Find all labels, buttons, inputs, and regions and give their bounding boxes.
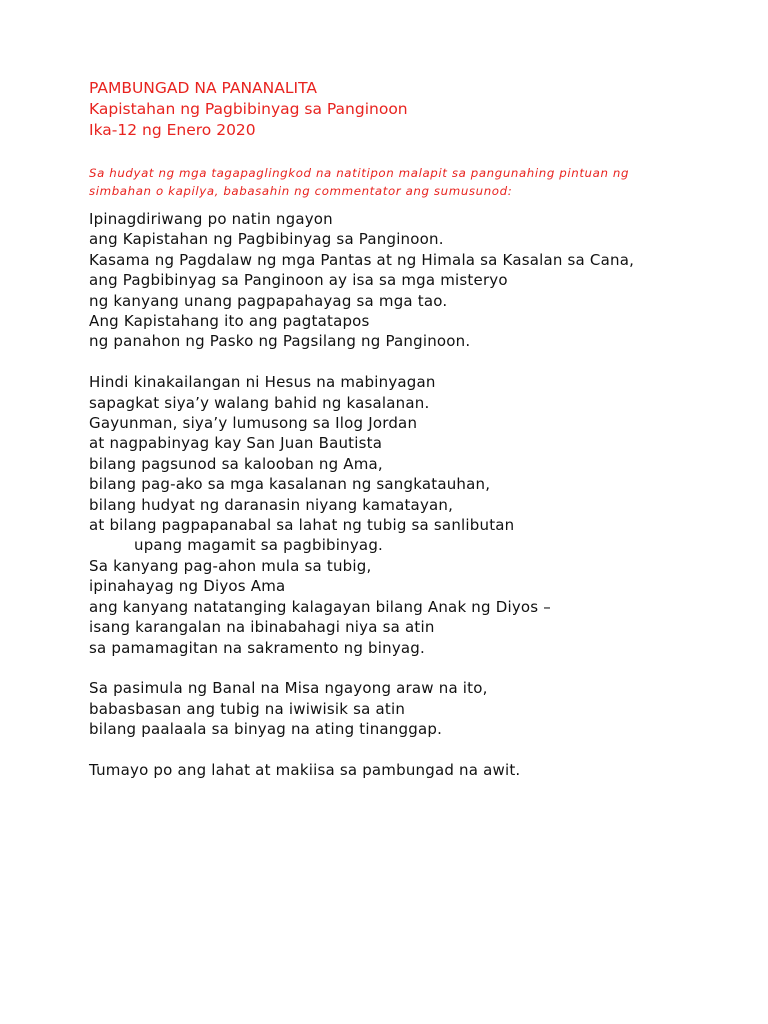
text-line: sapagkat siya’y walang bahid ng kasalanan. bbox=[89, 393, 430, 412]
text-line: Gayunman, siya’y lumusong sa Ilog Jordan bbox=[89, 414, 418, 433]
text-line: bilang pag-ako sa mga kasalanan ng sangkatauhan, bbox=[89, 475, 491, 494]
document-header bbox=[89, 78, 408, 141]
text-line: babasbasan ang tubig na iwiwisik sa atin bbox=[89, 699, 406, 718]
text-line: ang Kapistahan ng Pagbibinyag sa Panginoon. bbox=[89, 230, 444, 249]
stanza-4 bbox=[89, 760, 634, 780]
rubric-instruction: Sa hudyat ng mga tagapaglingkod na natitipon malapit sa pangunahing pintuan ng simbahan o kapilya, babasahin ng commentator ang sumusunod: bbox=[89, 166, 630, 198]
text-line: bilang hudyat ng daranasin niyang kamatayan, bbox=[89, 495, 454, 514]
text-line: Sa kanyang pag-ahon mula sa tubig, bbox=[89, 556, 372, 575]
text-line: at nagpabinyag kay San Juan Bautista bbox=[89, 434, 383, 453]
text-line: sa pamamagitan na sakramento ng binyag. bbox=[89, 638, 425, 657]
commentator-text bbox=[89, 209, 634, 801]
text-line: ng panahon ng Pasko ng Pagsilang ng Panginoon. bbox=[89, 332, 471, 351]
text-line: Ang Kapistahang ito ang pagtatapos bbox=[89, 312, 370, 331]
text-line: isang karangalan na ibinabahagi niya sa atin bbox=[89, 618, 435, 637]
stanza-2 bbox=[89, 372, 634, 658]
header-date: Ika-12 ng Enero 2020 bbox=[89, 121, 256, 139]
text-line-indented: upang magamit sa pagbibinyag. bbox=[134, 536, 384, 555]
text-line: ipinahayag ng Diyos Ama bbox=[89, 577, 286, 596]
text-line: Tumayo po ang lahat at makiisa sa pambungad na awit. bbox=[89, 760, 521, 779]
text-line: Ipinagdiriwang po natin ngayon bbox=[89, 210, 333, 228]
text-line: ng kanyang unang pagpapahayag sa mga tao. bbox=[89, 291, 448, 310]
header-feast-name: Kapistahan ng Pagbibinyag sa Panginoon bbox=[89, 100, 408, 118]
text-line: at bilang pagpapanabal sa lahat ng tubig sa sanlibutan bbox=[89, 516, 515, 535]
header-title: PAMBUNGAD NA PANANALITA bbox=[89, 79, 317, 97]
text-line: ang Pagbibinyag sa Panginoon ay isa sa mga misteryo bbox=[89, 271, 508, 290]
text-line: Sa pasimula ng Banal na Misa ngayong araw na ito, bbox=[89, 679, 488, 698]
text-line: Hindi kinakailangan ni Hesus na mabinyagan bbox=[89, 373, 436, 392]
text-line: bilang pagsunod sa kalooban ng Ama, bbox=[89, 454, 383, 473]
text-line: ang kanyang natatanging kalagayan bilang Anak ng Diyos – bbox=[89, 597, 551, 616]
stanza-3 bbox=[89, 678, 634, 739]
text-line: Kasama ng Pagdalaw ng mga Pantas at ng Himala sa Kasalan sa Cana, bbox=[89, 250, 635, 269]
text-line: bilang paalaala sa binyag na ating tinanggap. bbox=[89, 720, 443, 739]
stanza-1 bbox=[89, 209, 634, 352]
